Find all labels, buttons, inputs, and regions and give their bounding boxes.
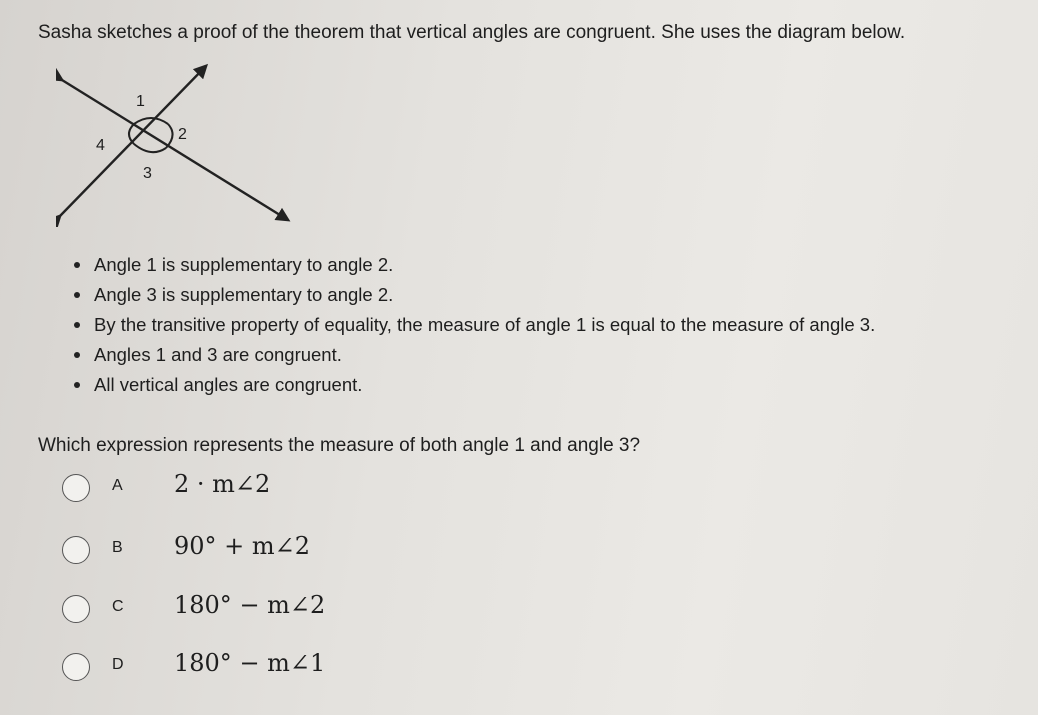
answer-option-d[interactable]: [62, 645, 422, 685]
proof-step-text: Angle 1 is supplementary to angle 2.: [94, 254, 394, 275]
option-expression: 2 · m∠2: [174, 470, 271, 498]
proof-step: [72, 370, 875, 400]
option-expression: 180° − m∠2: [174, 591, 326, 619]
answer-option-c[interactable]: [62, 587, 422, 627]
proof-step-text: By the transitive property of equality, the measure of angle 1 is equal to the measure of angle 3.: [94, 314, 876, 335]
bullet-icon: [74, 382, 80, 388]
problem-intro: Sasha sketches a proof of the theorem that vertical angles are congruent. She uses the diagram below.: [38, 22, 906, 43]
angle-label-1: 1: [136, 93, 145, 110]
question-text: Which expression represents the measure of both angle 1 and angle 3?: [38, 435, 641, 456]
proof-step-text: Angles 1 and 3 are congruent.: [94, 344, 342, 365]
answer-option-a[interactable]: [62, 466, 422, 506]
angle-label-4: 4: [96, 137, 105, 154]
bullet-icon: [74, 322, 80, 328]
option-expression: 90° + m∠2: [174, 532, 311, 560]
option-letter: C: [112, 598, 124, 615]
proof-step: [72, 280, 875, 310]
radio-button-a[interactable]: [62, 474, 90, 502]
option-expression: 180° − m∠1: [174, 649, 326, 677]
angle-label-2: 2: [178, 126, 187, 143]
angle-label-3: 3: [143, 165, 152, 182]
option-letter: A: [112, 477, 123, 494]
proof-step: [72, 340, 875, 370]
radio-button-d[interactable]: [62, 653, 90, 681]
proof-step: [72, 250, 875, 280]
proof-step: [72, 310, 875, 340]
answer-option-b[interactable]: [62, 528, 422, 568]
proof-step-text: Angle 3 is supplementary to angle 2.: [94, 284, 394, 305]
bullet-icon: [74, 292, 80, 298]
option-letter: D: [112, 656, 124, 673]
proof-step-text: All vertical angles are congruent.: [94, 374, 363, 395]
radio-button-b[interactable]: [62, 536, 90, 564]
angle-arc-bottom: [134, 144, 166, 152]
vertical-angles-diagram: [56, 62, 296, 227]
bullet-icon: [74, 352, 80, 358]
proof-steps: [72, 250, 875, 400]
option-letter: B: [112, 539, 123, 556]
bullet-icon: [74, 262, 80, 268]
radio-button-c[interactable]: [62, 595, 90, 623]
